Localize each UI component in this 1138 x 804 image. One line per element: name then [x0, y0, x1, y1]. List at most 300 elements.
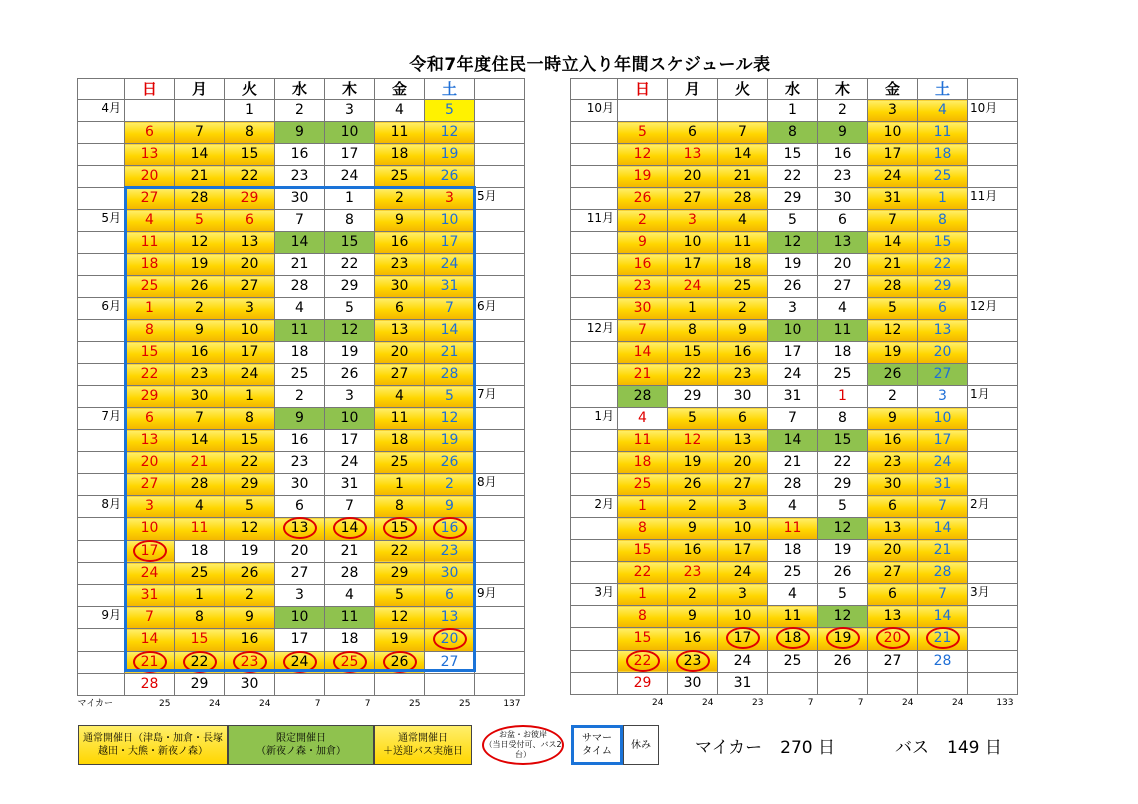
day-cell: 13: [918, 320, 968, 342]
week-row: [78, 210, 525, 232]
legend-obon: [482, 725, 564, 765]
day-cell: [275, 651, 325, 674]
day-cell: 23: [868, 452, 918, 474]
month-label-right: [968, 320, 1018, 342]
week-row: [78, 518, 525, 541]
day-cell: 11: [275, 320, 325, 342]
day-cell: 19: [425, 430, 475, 452]
day-cell: 11: [918, 122, 968, 144]
month-label-left: [78, 254, 125, 276]
month-label-left: [571, 518, 618, 540]
day-cell: 8: [175, 607, 225, 629]
day-cell: 9: [275, 408, 325, 430]
month-label-right: [475, 276, 525, 298]
day-cell: 1: [375, 474, 425, 496]
week-row: [571, 298, 1018, 320]
legend-limited-text: 限定開催日 （新夜ノ森・加倉）: [256, 733, 346, 757]
month-label-right: 7月: [475, 386, 525, 408]
month-label-right: [475, 563, 525, 585]
week-row: [571, 562, 1018, 584]
day-cell: 31: [768, 386, 818, 408]
day-cell: [375, 651, 425, 674]
day-cell: 12: [668, 430, 718, 452]
day-cell: 20: [718, 452, 768, 474]
week-row: [571, 474, 1018, 496]
day-cell: [868, 628, 918, 651]
month-label-right: [968, 210, 1018, 232]
obon-circle-mark: 23: [676, 650, 710, 672]
day-cell: 13: [718, 430, 768, 452]
day-cell: [668, 650, 718, 673]
week-row: [78, 607, 525, 629]
day-cell: 9: [275, 122, 325, 144]
day-cell: 18: [125, 254, 175, 276]
month-label-left: [78, 232, 125, 254]
month-label-left: 7月: [78, 408, 125, 430]
day-cell: 29: [375, 563, 425, 585]
day-cell: 13: [668, 144, 718, 166]
month-label-left: [78, 518, 125, 541]
weekday-header: 月: [668, 79, 718, 100]
month-label-right: [968, 430, 1018, 452]
day-cell: 14: [175, 144, 225, 166]
day-cell: 9: [668, 518, 718, 540]
week-row: [571, 254, 1018, 276]
month-label-left: 1月: [571, 408, 618, 430]
day-cell: 22: [668, 364, 718, 386]
weekday-header: 土: [918, 79, 968, 100]
day-cell: 8: [618, 606, 668, 628]
month-label-left: [571, 122, 618, 144]
weekday-header: 日: [618, 79, 668, 100]
day-cell: 28: [618, 386, 668, 408]
weekday-header-row: [571, 79, 1018, 100]
day-cell: 10: [718, 606, 768, 628]
day-cell: 13: [125, 430, 175, 452]
schedule-table-right: [570, 78, 1018, 711]
day-cell: 2: [275, 100, 325, 122]
day-cell: 1: [125, 298, 175, 320]
day-cell: 29: [175, 674, 225, 696]
week-row: [571, 386, 1018, 408]
day-cell: 30: [718, 386, 768, 408]
day-cell: 29: [668, 386, 718, 408]
obon-circle-mark: 16: [433, 517, 467, 539]
total-value: 25: [459, 699, 471, 709]
day-cell: 31: [125, 585, 175, 607]
day-cell: 13: [818, 232, 868, 254]
day-cell: 28: [918, 650, 968, 673]
day-cell: 27: [275, 563, 325, 585]
month-label-left: [571, 562, 618, 584]
month-label-left: [78, 452, 125, 474]
day-cell: [175, 651, 225, 674]
week-row: [78, 144, 525, 166]
day-cell: 8: [325, 210, 375, 232]
month-label-left: [571, 188, 618, 210]
day-cell: 11: [818, 320, 868, 342]
day-cell: 3: [918, 386, 968, 408]
day-cell: 26: [175, 276, 225, 298]
day-cell: 10: [325, 408, 375, 430]
day-cell: 5: [425, 386, 475, 408]
day-cell: [325, 518, 375, 541]
obon-circle-mark: 20: [876, 627, 910, 649]
day-cell: 11: [768, 606, 818, 628]
totals-label: [571, 695, 618, 712]
day-cell: 1: [668, 298, 718, 320]
obon-circle-mark: 21: [133, 651, 167, 673]
day-cell: 18: [275, 342, 325, 364]
month-label-left: [78, 166, 125, 188]
day-cell: 26: [425, 166, 475, 188]
day-cell: 13: [868, 518, 918, 540]
month-label-left: [571, 232, 618, 254]
day-cell: 6: [125, 122, 175, 144]
week-row: [78, 563, 525, 585]
day-cell: 19: [375, 629, 425, 652]
day-cell: 7: [618, 320, 668, 342]
day-cell: 30: [275, 188, 325, 210]
week-row: [78, 651, 525, 674]
month-label-left: [571, 430, 618, 452]
month-label-right: [968, 408, 1018, 430]
day-cell: 1: [175, 585, 225, 607]
day-cell: 9: [818, 122, 868, 144]
day-cell: [375, 518, 425, 541]
day-cell: 22: [618, 562, 668, 584]
week-row: [78, 342, 525, 364]
day-cell: 21: [768, 452, 818, 474]
day-cell: 27: [668, 188, 718, 210]
day-cell: 8: [225, 122, 275, 144]
day-cell: 12: [325, 320, 375, 342]
month-label-right: [968, 606, 1018, 628]
month-label-left: [78, 144, 125, 166]
day-cell: 3: [125, 496, 175, 518]
weekday-header: 木: [818, 79, 868, 100]
month-label-left: [78, 629, 125, 652]
month-label-left: 4月: [78, 100, 125, 122]
day-cell: 1: [225, 100, 275, 122]
day-cell: 18: [918, 144, 968, 166]
day-cell: 30: [175, 386, 225, 408]
day-cell: 15: [225, 430, 275, 452]
day-cell: [768, 628, 818, 651]
week-row: [571, 673, 1018, 695]
day-cell: 22: [768, 166, 818, 188]
day-cell: 9: [718, 320, 768, 342]
day-cell: [125, 540, 175, 563]
totals-label: マイカー: [77, 699, 114, 709]
month-label-left: 11月: [571, 210, 618, 232]
week-row: [78, 430, 525, 452]
day-cell: 27: [718, 474, 768, 496]
month-label-left: [78, 563, 125, 585]
day-cell: 2: [668, 584, 718, 606]
day-cell: 26: [425, 452, 475, 474]
week-row: [78, 276, 525, 298]
day-cell: 10: [325, 122, 375, 144]
day-cell: 8: [768, 122, 818, 144]
month-label-right: [475, 674, 525, 696]
day-cell: 16: [275, 430, 325, 452]
summary-bus-label: バス: [895, 738, 930, 758]
day-cell: 14: [175, 430, 225, 452]
month-label-left: 6月: [78, 298, 125, 320]
day-cell: 28: [175, 474, 225, 496]
day-cell: 17: [325, 430, 375, 452]
day-cell: 8: [668, 320, 718, 342]
day-cell: 8: [125, 320, 175, 342]
day-cell: 17: [275, 629, 325, 652]
day-cell: 20: [225, 254, 275, 276]
week-row: [571, 628, 1018, 651]
day-cell: 21: [718, 166, 768, 188]
month-label-right: [968, 254, 1018, 276]
legend-closed-text: 休み: [631, 739, 651, 751]
day-cell: 29: [225, 474, 275, 496]
month-label-left: [571, 606, 618, 628]
day-cell: 26: [868, 364, 918, 386]
obon-circle-mark: 25: [333, 651, 367, 673]
day-cell: 3: [325, 386, 375, 408]
total-value: 7: [857, 698, 864, 708]
day-cell: 11: [718, 232, 768, 254]
legend-regular-text: 通常開催日（津島・加倉・長塚越田・大熊・新夜ノ森）: [83, 733, 223, 757]
day-cell: 31: [425, 276, 475, 298]
day-cell: 23: [668, 562, 718, 584]
summary-car-label: マイカー: [695, 738, 763, 758]
day-cell: [768, 673, 818, 695]
day-cell: 17: [225, 342, 275, 364]
day-cell: 21: [275, 254, 325, 276]
day-cell: 4: [375, 100, 425, 122]
week-row: [571, 452, 1018, 474]
day-cell: 2: [718, 298, 768, 320]
day-cell: 12: [175, 232, 225, 254]
obon-circle-mark: 20: [433, 628, 467, 650]
month-label-right: 10月: [968, 100, 1018, 122]
month-label-right: 9月: [475, 585, 525, 607]
day-cell: 21: [918, 540, 968, 562]
day-cell: 20: [125, 452, 175, 474]
day-cell: 4: [718, 210, 768, 232]
day-cell: 11: [618, 430, 668, 452]
day-cell: 8: [618, 518, 668, 540]
month-label-right: [968, 452, 1018, 474]
month-label-right: [968, 276, 1018, 298]
day-cell: 7: [718, 122, 768, 144]
day-cell: 23: [275, 452, 325, 474]
obon-circle-mark: 21: [926, 627, 960, 649]
day-cell: 17: [668, 254, 718, 276]
month-label-right: [475, 540, 525, 563]
day-cell: 3: [325, 100, 375, 122]
month-label-left: [78, 430, 125, 452]
day-cell: 26: [768, 276, 818, 298]
total-value: 24: [259, 699, 271, 709]
day-cell: 11: [768, 518, 818, 540]
month-label-right: 5月: [475, 188, 525, 210]
day-cell: [818, 628, 868, 651]
week-row: [571, 540, 1018, 562]
weekday-header: 水: [768, 79, 818, 100]
month-label-left: [78, 474, 125, 496]
weekday-header: 木: [325, 79, 375, 100]
day-cell: 8: [918, 210, 968, 232]
day-cell: 18: [175, 540, 225, 563]
day-cell: 25: [175, 563, 225, 585]
month-label-left: [78, 320, 125, 342]
total-value: 23: [752, 698, 764, 708]
day-cell: 6: [868, 496, 918, 518]
day-cell: 20: [375, 342, 425, 364]
day-cell: 8: [375, 496, 425, 518]
day-cell: 13: [425, 607, 475, 629]
calendar-apr-sep: [77, 78, 525, 712]
day-cell: 29: [125, 386, 175, 408]
day-cell: 28: [425, 364, 475, 386]
day-cell: 25: [275, 364, 325, 386]
day-cell: 1: [618, 496, 668, 518]
day-cell: 14: [618, 342, 668, 364]
day-cell: 3: [718, 584, 768, 606]
day-cell: 27: [868, 650, 918, 673]
day-cell: 9: [375, 210, 425, 232]
day-cell: 23: [375, 254, 425, 276]
weekday-header: 火: [718, 79, 768, 100]
day-cell: 19: [768, 254, 818, 276]
total-value: 25: [409, 699, 421, 709]
month-label-left: [571, 276, 618, 298]
summary: [695, 733, 1020, 758]
day-cell: 4: [818, 298, 868, 320]
day-cell: 7: [918, 584, 968, 606]
month-label-left: [78, 364, 125, 386]
week-row: [78, 364, 525, 386]
day-cell: 11: [125, 232, 175, 254]
day-cell: [225, 651, 275, 674]
day-cell: 20: [918, 342, 968, 364]
month-label-left: [78, 342, 125, 364]
corner-cell: [968, 79, 1018, 100]
day-cell: 17: [325, 144, 375, 166]
day-cell: 3: [868, 100, 918, 122]
day-cell: 16: [175, 342, 225, 364]
day-cell: 7: [918, 496, 968, 518]
day-cell: 4: [175, 496, 225, 518]
week-row: [571, 650, 1018, 673]
month-label-right: [968, 628, 1018, 651]
month-label-right: [475, 342, 525, 364]
total-value: 24: [952, 698, 964, 708]
week-row: [78, 100, 525, 122]
day-cell: 30: [668, 673, 718, 695]
day-cell: 16: [668, 628, 718, 651]
day-cell: [425, 674, 475, 696]
day-cell: 19: [668, 452, 718, 474]
day-cell: 26: [225, 563, 275, 585]
week-row: [78, 540, 525, 563]
month-label-right: [475, 518, 525, 541]
day-cell: 7: [175, 408, 225, 430]
day-cell: 2: [618, 210, 668, 232]
day-cell: 31: [918, 474, 968, 496]
day-cell: 2: [175, 298, 225, 320]
day-cell: 27: [125, 474, 175, 496]
day-cell: 26: [818, 562, 868, 584]
day-cell: 17: [768, 342, 818, 364]
month-label-left: [571, 166, 618, 188]
day-cell: 28: [275, 276, 325, 298]
day-cell: 24: [668, 276, 718, 298]
month-label-right: [475, 100, 525, 122]
month-label-left: [571, 364, 618, 386]
month-label-left: 9月: [78, 607, 125, 629]
weekday-header-row: [78, 79, 525, 100]
page-title: 令和7年度住民一時立入り年間スケジュール表: [409, 55, 771, 75]
day-cell: [425, 518, 475, 541]
day-cell: 19: [325, 342, 375, 364]
month-label-left: [571, 298, 618, 320]
day-cell: 7: [868, 210, 918, 232]
day-cell: 30: [425, 563, 475, 585]
day-cell: 3: [718, 496, 768, 518]
day-cell: 25: [818, 364, 868, 386]
week-row: [78, 674, 525, 696]
day-cell: 4: [918, 100, 968, 122]
day-cell: 27: [375, 364, 425, 386]
day-cell: 19: [425, 144, 475, 166]
day-cell: 16: [618, 254, 668, 276]
day-cell: [325, 674, 375, 696]
day-cell: 18: [375, 430, 425, 452]
month-label-right: [968, 166, 1018, 188]
day-cell: 8: [225, 408, 275, 430]
corner-cell: [78, 79, 125, 100]
month-label-right: [475, 144, 525, 166]
week-row: [78, 474, 525, 496]
day-cell: 18: [768, 540, 818, 562]
month-label-left: [571, 673, 618, 695]
day-cell: 5: [668, 408, 718, 430]
day-cell: 3: [768, 298, 818, 320]
day-cell: 25: [125, 276, 175, 298]
day-cell: 23: [718, 364, 768, 386]
weekday-header: 水: [275, 79, 325, 100]
day-cell: 11: [375, 408, 425, 430]
day-cell: 6: [225, 210, 275, 232]
day-cell: 10: [868, 122, 918, 144]
month-label-right: [475, 408, 525, 430]
day-cell: 6: [868, 584, 918, 606]
month-label-right: [968, 673, 1018, 695]
obon-circle-mark: 13: [283, 517, 317, 539]
month-label-left: [571, 342, 618, 364]
day-cell: 3: [225, 298, 275, 320]
day-cell: 22: [325, 254, 375, 276]
month-label-right: [475, 364, 525, 386]
day-cell: 1: [618, 584, 668, 606]
day-cell: 5: [818, 584, 868, 606]
day-cell: 12: [225, 518, 275, 541]
day-cell: 6: [275, 496, 325, 518]
week-row: [78, 122, 525, 144]
day-cell: 12: [818, 606, 868, 628]
month-label-left: 10月: [571, 100, 618, 122]
day-cell: 24: [718, 650, 768, 673]
